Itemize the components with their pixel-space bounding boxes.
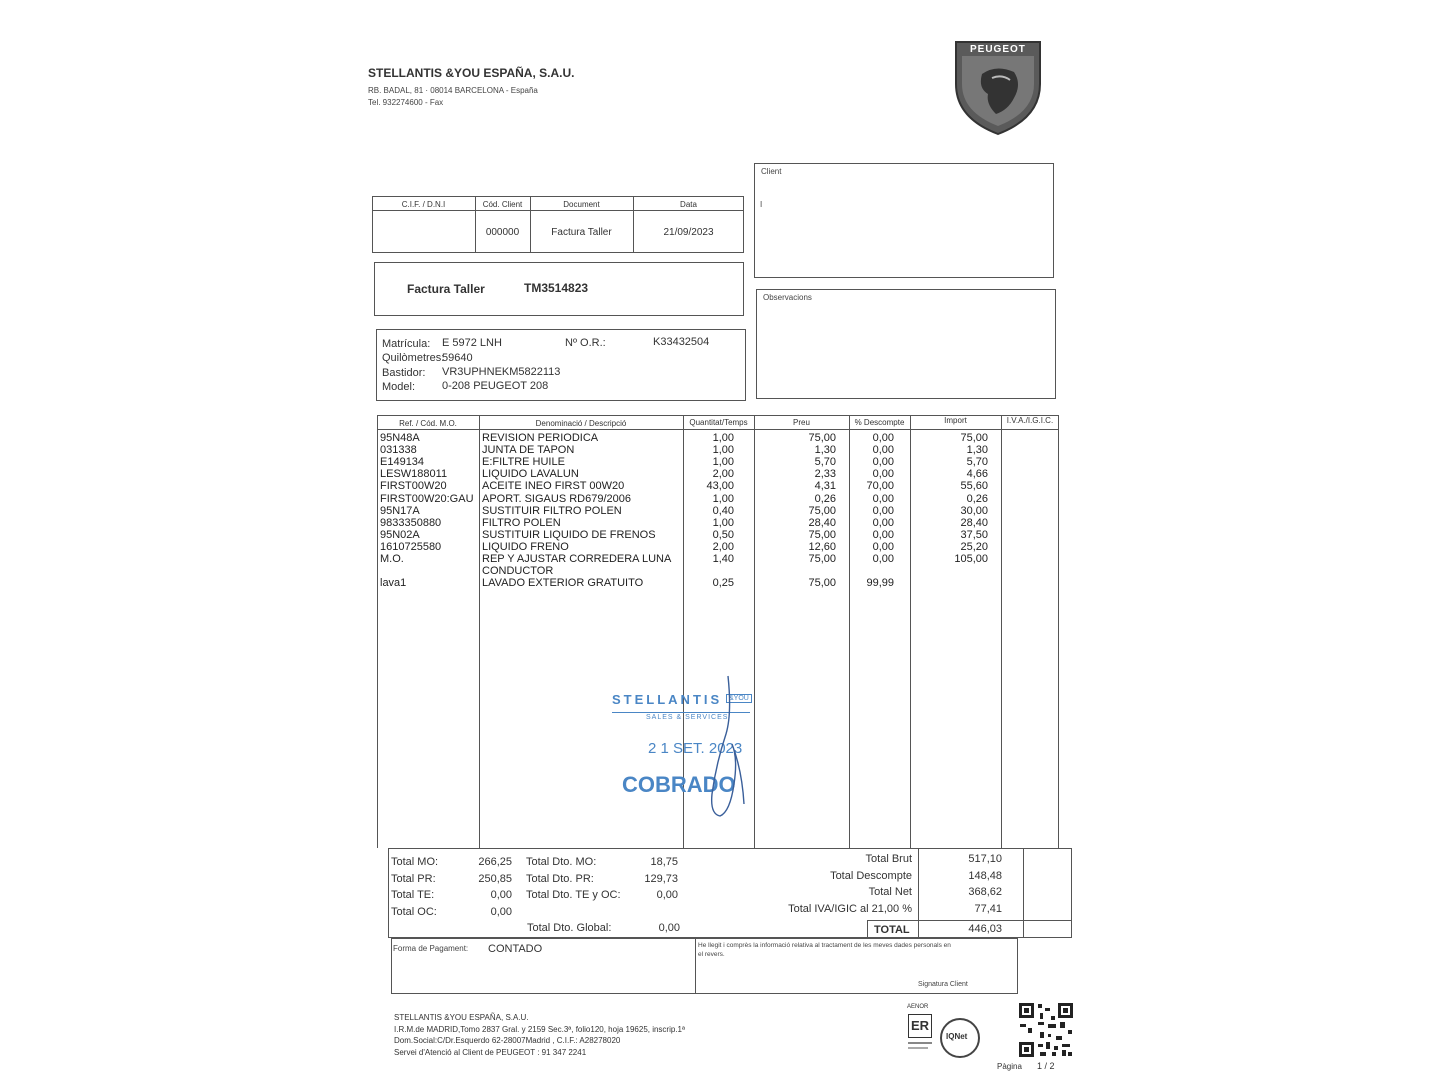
dto-value: 18,75 <box>650 856 678 868</box>
cod-client-value: 000000 <box>485 227 520 238</box>
item-price-cell: 75,00 <box>808 504 836 517</box>
total-label: Total OC: <box>391 906 437 918</box>
summary-value: 517,10 <box>968 853 1002 865</box>
summary-label: Total IVA/IGIC al 21,00 % <box>788 903 912 915</box>
item-ref-cell: 031338 <box>380 444 417 457</box>
km-value: 59640 <box>442 352 473 364</box>
item-desc-cell: SUSTITUIR LIQUIDO DE FRENOS <box>482 528 656 541</box>
dto-value: 129,73 <box>644 873 678 885</box>
item-qty-cell: 0,25 <box>712 577 734 590</box>
item-price-cell: 2,33 <box>814 468 836 481</box>
summary-value: 148,48 <box>968 870 1002 882</box>
item-ref-cell: FIRST00W20:GAU <box>380 492 474 505</box>
th-disc: % Descompte <box>854 418 905 427</box>
model-value: 0-208 PEUGEOT 208 <box>442 380 549 392</box>
dto-label: Total Dto. MO: <box>526 856 597 868</box>
item-amount-cell: 37,50 <box>960 528 988 541</box>
company-address: RB. BADAL, 81 · 08014 BARCELONA - España <box>368 86 538 95</box>
consent-line2: el revers. <box>698 951 725 958</box>
item-qty-cell: 2,00 <box>712 468 734 481</box>
date-value: 21/09/2023 <box>663 227 714 238</box>
item-amount-cell: 0,26 <box>966 492 988 505</box>
th-qty: Quantitat/Temps <box>689 418 748 427</box>
item-disc-cell: 99,99 <box>866 577 894 590</box>
global-dto-label: Total Dto. Global: <box>527 922 612 934</box>
global-dto-value: 0,00 <box>658 922 680 934</box>
item-qty-cell: 1,40 <box>712 553 734 565</box>
item-ref-cell: 9833350880 <box>380 516 442 529</box>
footer-line4: Servei d'Atenció al Client de PEUGEOT : 91 347 2241 <box>394 1048 587 1057</box>
item-amount-cell: 105,00 <box>954 553 988 565</box>
item-desc-cell: CONDUCTOR <box>482 565 554 578</box>
aenor-code: ER <box>908 1014 932 1038</box>
observacions-box <box>756 289 1056 399</box>
total-value: 0,00 <box>490 906 512 918</box>
item-amount-cell: 25,20 <box>960 540 988 553</box>
item-qty-cell: 1,00 <box>712 444 734 457</box>
qr-code-icon <box>1018 1002 1074 1058</box>
col-cif: C.I.F. / D.N.I <box>401 200 446 209</box>
observacions-label: Observacions <box>763 293 812 302</box>
item-disc-cell: 70,00 <box>866 480 894 493</box>
client-label: Client <box>761 167 782 176</box>
item-ref-cell: 1610725580 <box>380 540 442 553</box>
col-document: Document <box>563 200 600 209</box>
total-label: Total PR: <box>391 873 436 885</box>
invoice-type: Factura Taller <box>407 282 485 296</box>
th-desc: Denominació / Descripció <box>535 419 627 428</box>
item-qty-cell: 1,00 <box>712 456 734 469</box>
signature-scribble <box>698 674 758 824</box>
or-label: Nº O.R.: <box>565 337 606 349</box>
item-price-cell: 28,40 <box>808 516 836 529</box>
grand-total-value: 446,03 <box>968 923 1002 935</box>
bastidor-label: Bastidor: <box>382 367 426 379</box>
item-desc-cell: E:FILTRE HUILE <box>482 456 565 469</box>
item-ref-cell: E149134 <box>380 456 425 469</box>
total-value: 0,00 <box>490 889 512 901</box>
item-disc-cell: 0,00 <box>872 432 894 444</box>
item-disc-cell: 0,00 <box>872 540 894 553</box>
dto-value: 0,00 <box>656 889 678 901</box>
item-desc-cell: LIQUIDO LAVALUN <box>482 468 579 481</box>
item-price-cell: 1,30 <box>814 444 836 457</box>
item-price-cell: 12,60 <box>808 540 836 553</box>
th-ref: Ref. / Cód. M.O. <box>399 419 457 428</box>
item-disc-cell: 0,00 <box>872 504 894 517</box>
stamp-tag: &YOU <box>726 694 752 703</box>
matricula-label: Matrícula: <box>382 338 431 350</box>
item-amount-cell: 4,66 <box>966 468 988 481</box>
total-value: 250,85 <box>478 873 512 885</box>
item-disc-cell: 0,00 <box>872 492 894 505</box>
summary-label: Total Descompte <box>830 870 912 882</box>
item-amount-cell: 5,70 <box>966 456 988 469</box>
km-label: Quilòmetres: <box>382 352 445 364</box>
item-qty-cell: 1,00 <box>712 492 734 505</box>
item-qty-cell: 1,00 <box>712 516 734 529</box>
stamp-brand: STELLANTIS <box>612 692 723 707</box>
item-desc-cell: SUSTITUIR FILTRO POLEN <box>482 504 622 517</box>
item-qty-cell: 0,40 <box>712 504 734 517</box>
item-disc-cell: 0,00 <box>872 456 894 469</box>
item-amount-cell: 55,60 <box>960 480 988 493</box>
item-amount-cell: 28,40 <box>960 516 988 529</box>
col-cod-client: Cód. Client <box>482 200 523 209</box>
signature-label: Signatura Client <box>918 981 968 988</box>
item-ref-cell: 95N17A <box>380 504 420 517</box>
invoice-number: TM3514823 <box>524 281 589 295</box>
total-value: 266,25 <box>478 856 512 868</box>
bastidor-value: VR3UPHNEKM5822113 <box>442 366 561 378</box>
item-disc-cell: 0,00 <box>872 468 894 481</box>
total-label: Total MO: <box>391 856 439 868</box>
page-value: 1 / 2 <box>1037 1061 1055 1071</box>
document-value: Factura Taller <box>551 227 612 238</box>
payment-value: CONTADO <box>488 943 543 955</box>
item-price-cell: 75,00 <box>808 528 836 541</box>
item-desc-cell: REP Y AJUSTAR CORREDERA LUNA <box>482 553 672 565</box>
stamp-date: 2 1 SET. 2023 <box>648 740 743 757</box>
footer-line1: STELLANTIS &YOU ESPAÑA, S.A.U. <box>394 1013 529 1022</box>
iqnet-label: IQNet <box>946 1032 968 1041</box>
item-disc-cell: 0,00 <box>872 528 894 541</box>
item-price-cell: 0,26 <box>814 492 836 505</box>
item-qty-cell: 1,00 <box>712 432 734 444</box>
item-amount-cell: 1,30 <box>966 444 988 457</box>
footer-line3: Dom.Social:C/Dr.Esquerdo 62-28007Madrid , C.I.F.: A28278020 <box>394 1036 621 1045</box>
aenor-label: AENOR <box>907 1004 929 1010</box>
item-desc-cell: REVISION PERIODICA <box>482 432 599 444</box>
logo-text: PEUGEOT <box>970 44 1026 55</box>
item-ref-cell: lava1 <box>380 577 407 590</box>
item-price-cell: 75,00 <box>808 432 836 444</box>
item-price-cell: 75,00 <box>808 577 836 590</box>
item-disc-cell: 0,00 <box>872 516 894 529</box>
or-value: K33432504 <box>653 336 710 348</box>
total-label: Total TE: <box>391 889 435 901</box>
aenor-certification-icon <box>905 1004 935 1054</box>
item-ref-cell: 95N48A <box>380 432 420 444</box>
col-data: Data <box>680 200 697 209</box>
stamp-status: COBRADO <box>622 772 736 797</box>
dto-label: Total Dto. PR: <box>526 873 594 885</box>
company-name: STELLANTIS &YOU ESPAÑA, S.A.U. <box>368 66 575 80</box>
item-desc-cell: LAVADO EXTERIOR GRATUITO <box>482 577 644 590</box>
consent-line1: He llegit i comprès la informació relativa al tractament de les meves dades personals en <box>698 942 951 949</box>
summary-label: Total Brut <box>865 853 912 865</box>
item-desc-cell: LIQUIDO FRENO <box>482 540 569 553</box>
peugeot-lion-shield-icon <box>952 38 1044 136</box>
item-ref-cell: LESW188011 <box>380 468 448 481</box>
item-desc-cell: FILTRO POLEN <box>482 516 561 529</box>
payment-label: Forma de Pagament: <box>393 944 469 953</box>
item-amount-cell: 30,00 <box>960 504 988 517</box>
summary-value: 368,62 <box>968 886 1002 898</box>
summary-value: 77,41 <box>974 903 1002 915</box>
th-price: Preu <box>793 418 810 427</box>
th-amount: Import <box>944 416 967 425</box>
matricula-value: E 5972 LNH <box>442 337 502 349</box>
item-price-cell: 4,31 <box>814 480 836 493</box>
iqnet-certification-icon <box>940 1018 980 1058</box>
client-value: I <box>760 200 763 209</box>
item-qty-cell: 43,00 <box>706 480 734 493</box>
item-desc-cell: ACEITE INEO FIRST 00W20 <box>482 480 625 493</box>
grand-total-label: TOTAL <box>874 924 910 936</box>
th-vat: I.V.A./I.G.I.C. <box>1006 416 1054 425</box>
item-price-cell: 5,70 <box>814 456 836 469</box>
paid-stamp <box>608 688 758 818</box>
footer-line2: I.R.M.de MADRID,Tomo 2837 Gral. y 2159 Sec.3ª, folio120, hoja 19625, inscrip.1ª <box>394 1025 685 1034</box>
item-qty-cell: 0,50 <box>712 528 734 541</box>
item-qty-cell: 2,00 <box>712 540 734 553</box>
summary-label: Total Net <box>868 886 912 898</box>
page-label: Pàgina <box>997 1062 1022 1071</box>
company-phone: Tel. 932274600 - Fax <box>368 98 444 107</box>
item-price-cell: 75,00 <box>808 553 836 565</box>
model-label: Model: <box>382 381 416 393</box>
item-disc-cell: 0,00 <box>872 553 894 565</box>
item-ref-cell: 95N02A <box>380 528 420 541</box>
dto-label: Total Dto. TE y OC: <box>526 889 621 901</box>
item-desc-cell: JUNTA DE TAPON <box>482 444 575 457</box>
item-amount-cell: 75,00 <box>960 432 988 444</box>
item-disc-cell: 0,00 <box>872 444 894 457</box>
item-desc-cell: APORT. SIGAUS RD679/2006 <box>482 492 631 505</box>
client-box <box>754 163 1054 278</box>
item-ref-cell: M.O. <box>380 553 404 565</box>
stamp-sub: SALES & SERVICES <box>646 714 729 721</box>
item-ref-cell: FIRST00W20 <box>380 480 447 493</box>
